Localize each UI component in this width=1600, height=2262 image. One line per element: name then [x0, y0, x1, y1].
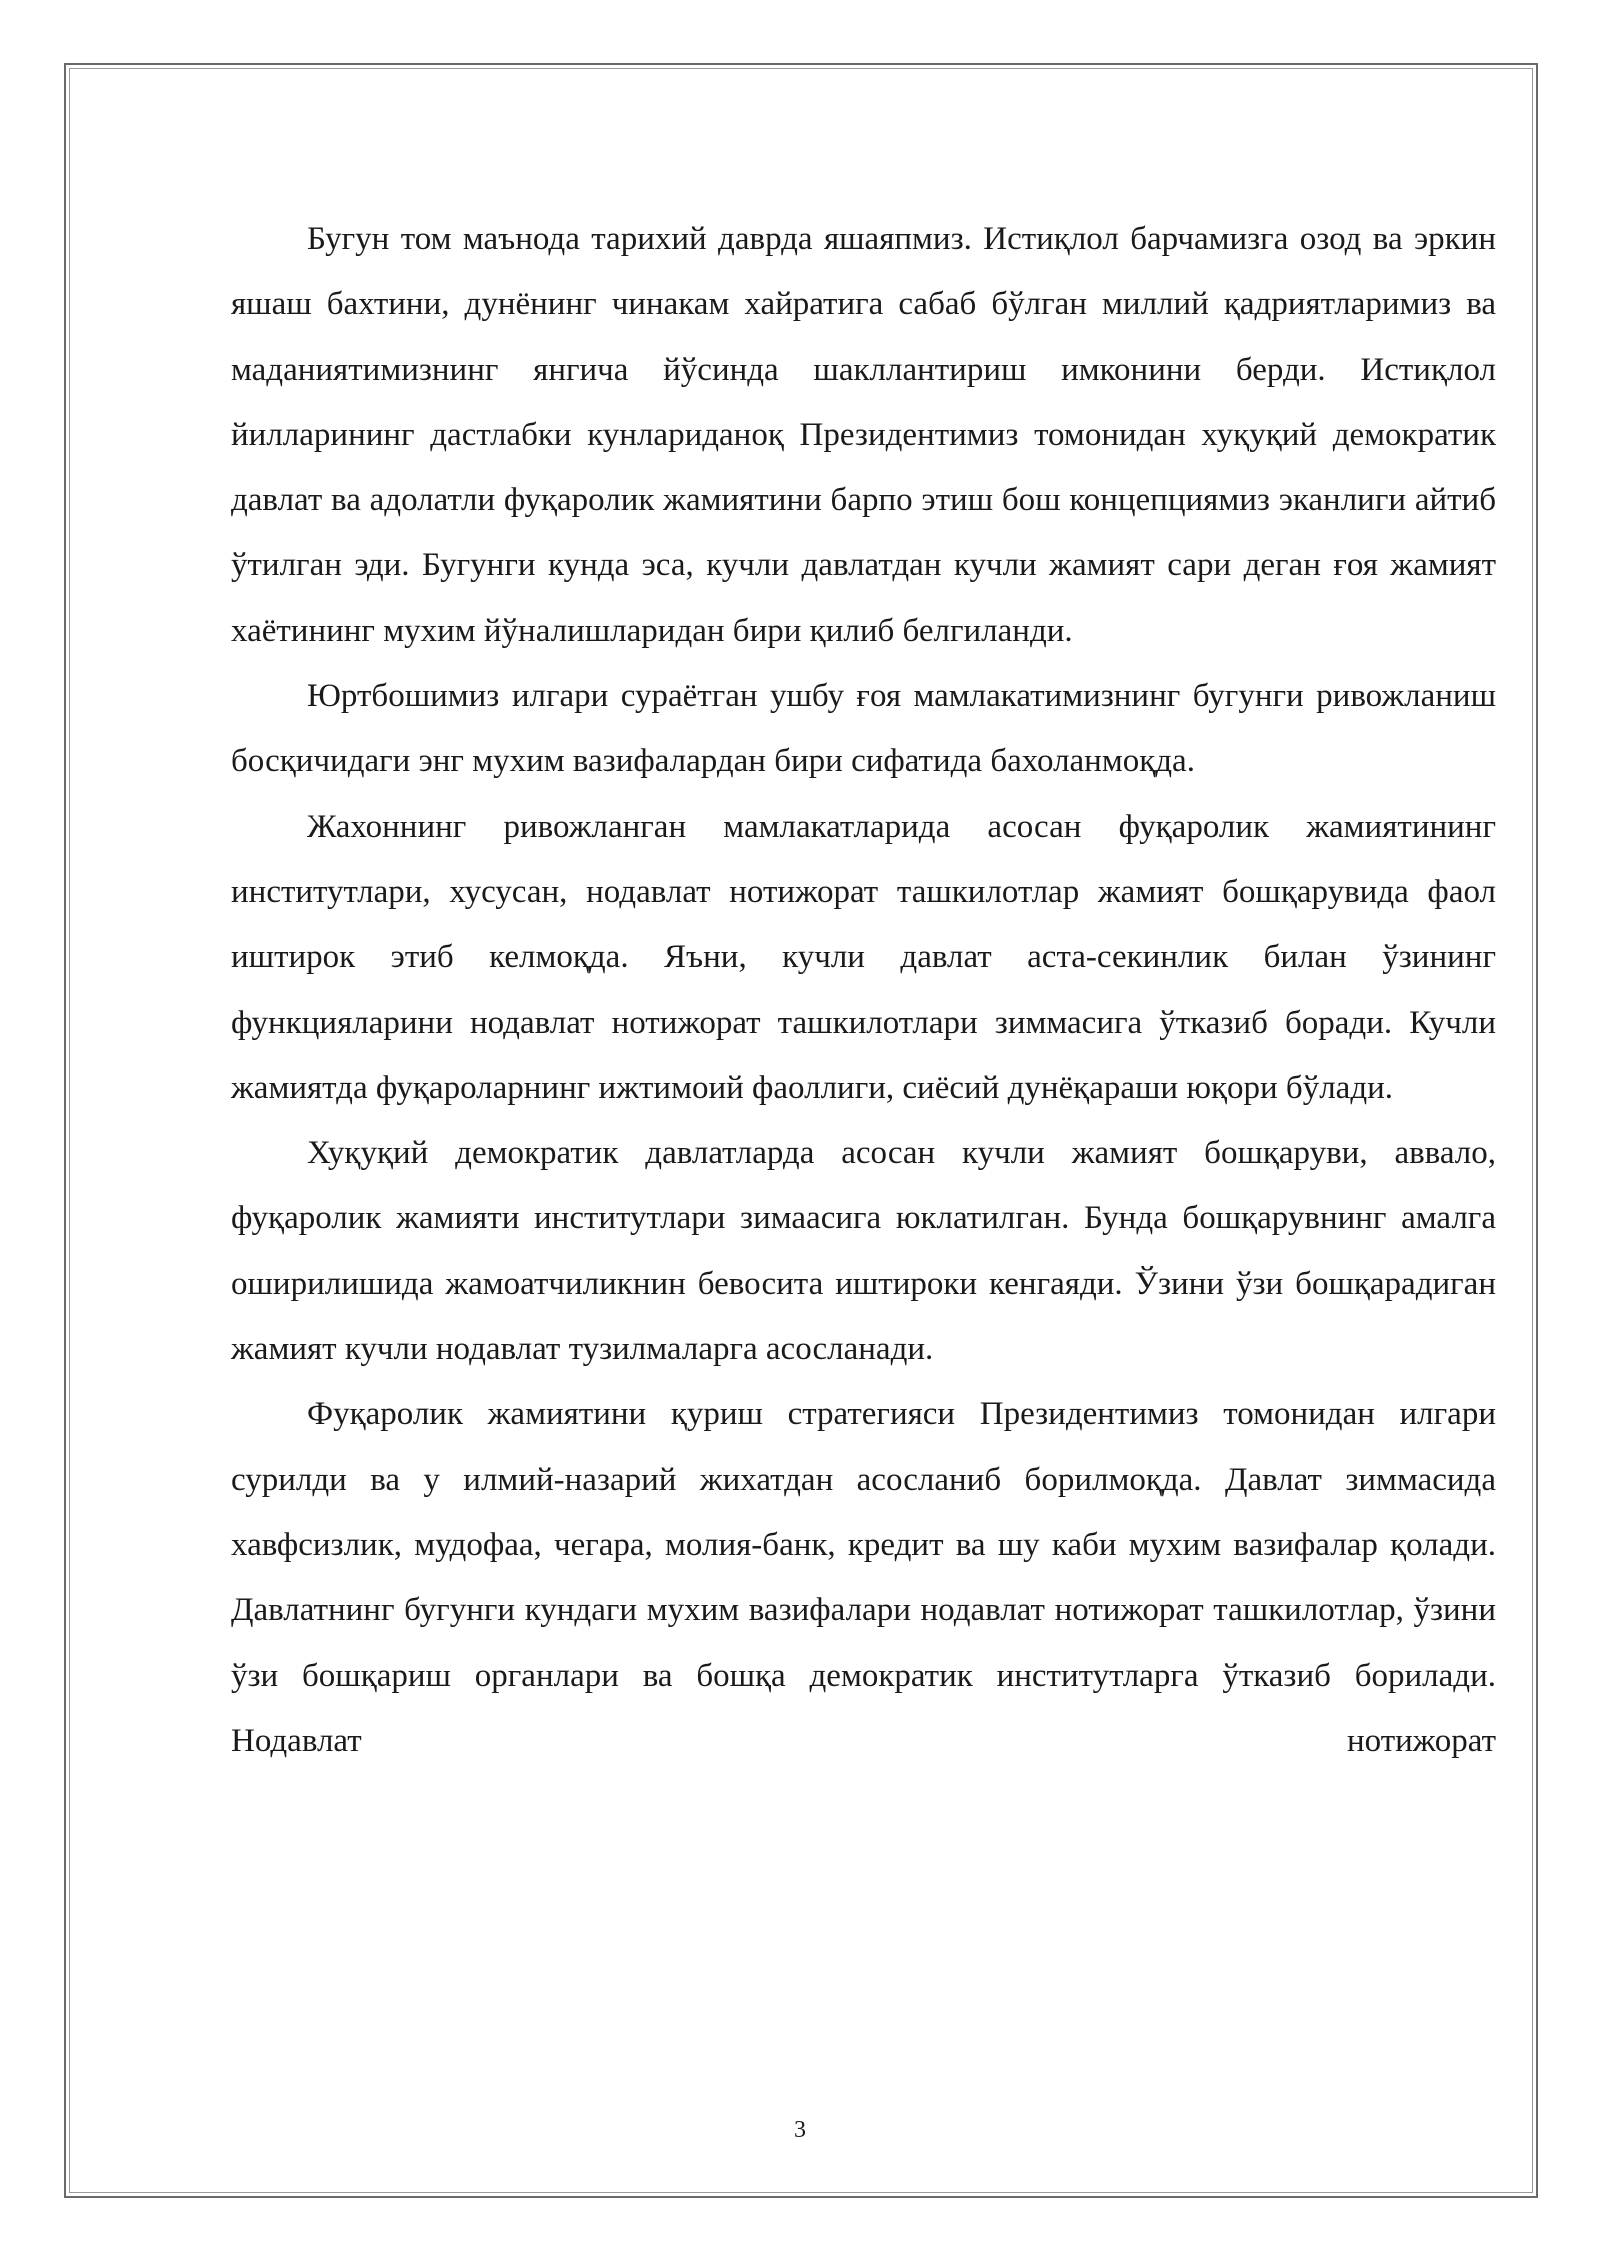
paragraph-5: Фуқаролик жамиятини қуриш стратегияси Президентимиз томонидан илгари сурилди ва у илмий-назарий жихатдан асосланиб борилмоқда. Давлат зиммасида хавфсизлик, мудофаа, чегара, молия-банк, кредит ва шу каби мухим вазифалар қолади. Давлатнинг бугунги кундаги мухим вазифалари нодавлат нотижорат ташкилотлар, ўзини ўзи бошқариш органлари ва бошқа демократик институтларга ўтказиб борилади. Нодавлат нотижорат	[231, 1396, 1496, 1759]
document-body	[231, 207, 1496, 1774]
paragraph-3: Жахоннинг ривожланган мамлакатларида асосан фуқаролик жамиятининг институтлари, хусусан, нодавлат нотижорат ташкилотлар жамият бошқарувида фаол иштирок этиб келмоқда. Яъни, кучли давлат аста-секинлик билан ўзининг функцияларини нодавлат нотижорат ташкилотлари зиммасига ўтказиб боради. Кучли жамиятда фуқароларнинг ижтимоий фаоллиги, сиёсий дунёқараши юқори бўлади.	[231, 808, 1496, 1106]
paragraph-4: Хуқуқий демократик давлатларда асосан кучли жамият бошқаруви, аввало, фуқаролик жамияти институтлари зимаасига юклатилган. Бунда бошқарувнинг амалга оширилишида жамоатчиликнин бевосита иштироки кенгаяди. Ўзини ўзи бошқарадиган жамият кучли нодавлат тузилмаларга асосланади.	[231, 1135, 1496, 1368]
page-number: 3	[794, 2117, 806, 2143]
paragraph-1: Бугун том маънода тарихий даврда яшаяпмиз. Истиқлол барчамизга озод ва эркин яшаш бахтини, дунёнинг чинакам хайратига сабаб бўлган миллий қадриятларимиз ва маданиятимизнинг янгича йўсинда шакллантириш имконини берди. Истиқлол йилларининг дастлабки кунлариданоқ Президентимиз томонидан хуқуқий демократик давлат ва адолатли фуқаролик жамиятини барпо этиш бош концепциямиз эканлиги айтиб ўтилган эди. Бугунги кунда эса, кучли давлатдан кучли жамият сари деган ғоя жамият хаётининг мухим йўналишларидан бири қилиб белгиланди.	[231, 221, 1496, 649]
paragraph-2: Юртбошимиз илгари сураётган ушбу ғоя мамлакатимизнинг бугунги ривожланиш босқичидаги энг мухим вазифалардан бири сифатида бахоланмоқда.	[231, 678, 1496, 780]
